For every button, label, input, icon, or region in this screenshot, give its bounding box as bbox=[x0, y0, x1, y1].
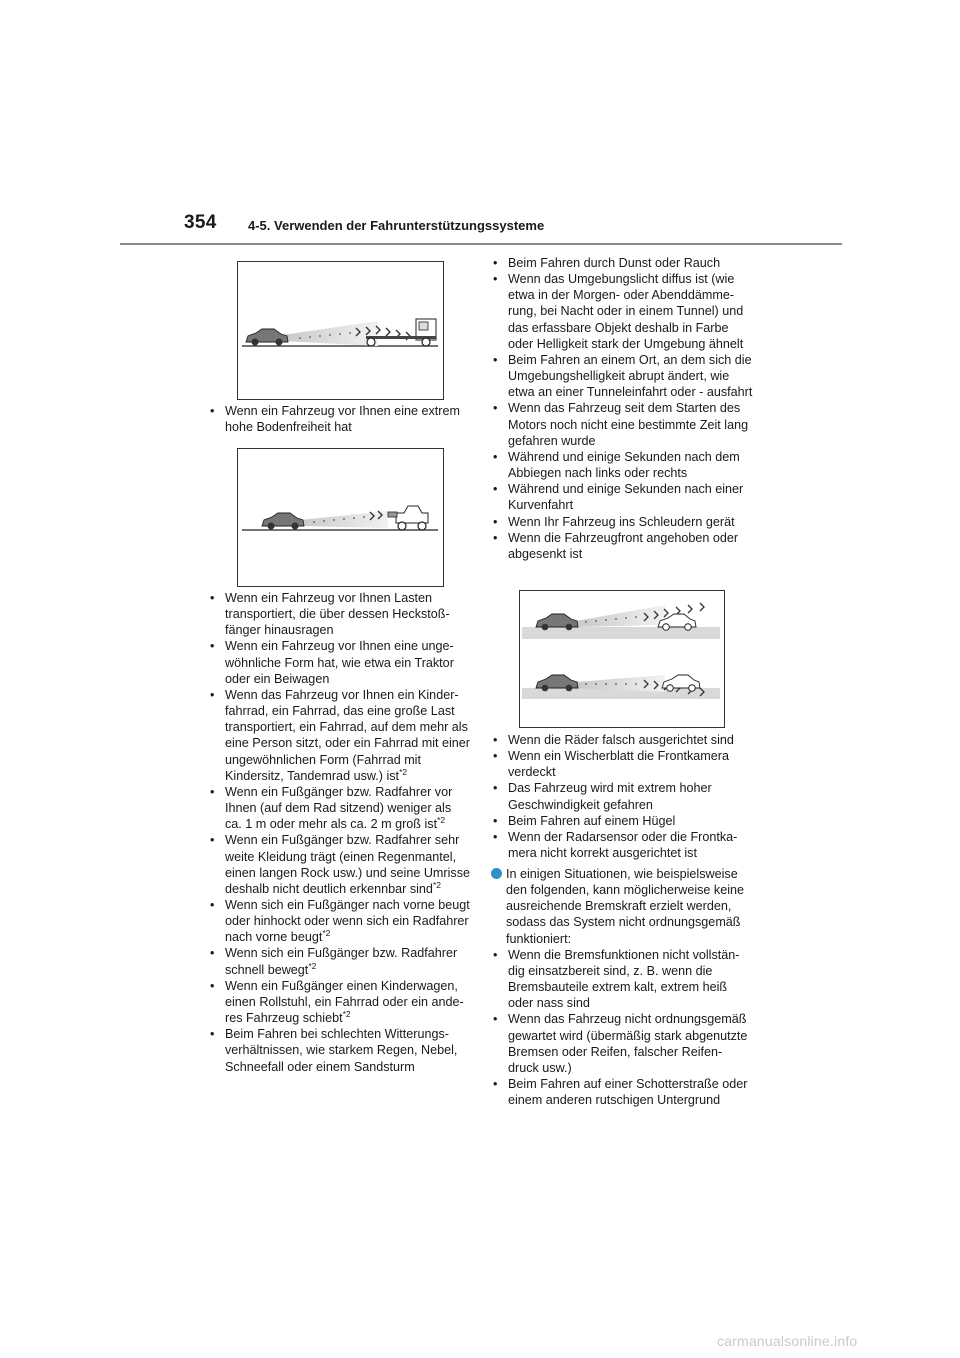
list-item: • Beim Fahren bei schlechten Witterungs- verhältnissen, wie starkem Regen, Nebel, Schneefall oder einem Sandsturm bbox=[208, 1026, 470, 1074]
list-item: • Wenn das Umgebungslicht diffus ist (wie etwa in der Morgen- oder Abenddämme- rung, bei Nacht oder in einem Tunnel) und das erfassbare Objekt deshalb in Farbe oder Helligkeit stark der Umgebung ähnelt bbox=[491, 271, 753, 352]
list-item: • Das Fahrzeug wird mit extrem hoher Geschwindigkeit gefahren bbox=[491, 780, 753, 812]
right-column bbox=[491, 255, 753, 562]
list-item: • Wenn Ihr Fahrzeug ins Schleudern gerät bbox=[491, 514, 753, 530]
list-item: • Wenn ein Fahrzeug vor Ihnen eine unge- wöhnliche Form hat, wie etwa ein Traktor oder ein Beiwagen bbox=[208, 638, 470, 686]
note-block bbox=[491, 866, 753, 1108]
figure-vehicle-in-curve bbox=[519, 590, 725, 728]
footnote-ref: *2 bbox=[322, 928, 331, 939]
list-item: • Wenn ein Fußgänger bzw. Radfahrer vor Ihnen (auf dem Rad sitzend) weniger als ca. 1 m oder mehr als ca. 2 m groß ist$^{*2}$ bbox=[208, 784, 470, 832]
right-column-lower bbox=[491, 732, 753, 861]
figure-overhanging-load bbox=[237, 448, 444, 587]
figure-truck-high-clearance bbox=[237, 261, 444, 400]
list-item: • Beim Fahren durch Dunst oder Rauch bbox=[491, 255, 753, 271]
footnote-ref: *2 bbox=[399, 766, 408, 777]
footnote-ref: *2 bbox=[432, 879, 441, 890]
list-item: • Wenn das Fahrzeug vor Ihnen ein Kinder- fahrrad, ein Fahrrad, das eine große Last transportiert, ein Fahrrad, auf dem mehr als eine Person sitzt, oder ein Fahrrad mit einer ungewöhnlichen Form (Fahrrad mit Kindersitz, Tandemrad usw.) ist$^{*2}$ bbox=[208, 687, 470, 784]
list-item: • Wenn das Fahrzeug nicht ordnungsgemäß gewartet wird (übermäßig stark abgenutzte Bremsen oder Reifen, falscher Reifen- druck usw.) bbox=[491, 1011, 753, 1076]
footnote-ref: *2 bbox=[437, 815, 446, 826]
header-divider bbox=[120, 243, 842, 245]
list-item: • Wenn ein Wischerblatt die Frontkamera verdeckt bbox=[491, 748, 753, 780]
footnote-ref: *2 bbox=[342, 1009, 351, 1020]
list-item: • Beim Fahren auf einem Hügel bbox=[491, 813, 753, 829]
chapter-title: 4-5. Verwenden der Fahrunterstützungssysteme bbox=[248, 218, 545, 233]
list-item: • Während und einige Sekunden nach einer Kurvenfahrt bbox=[491, 481, 753, 513]
left-column bbox=[208, 403, 470, 435]
page-number: 354 bbox=[184, 212, 217, 233]
list-item: • Wenn ein Fußgänger einen Kinderwagen, einen Rollstuhl, ein Fahrrad oder ein ande- res Fahrzeug schiebt$^{*2}$ bbox=[208, 978, 470, 1026]
watermark: carmanualsonline.info bbox=[717, 1333, 858, 1349]
left-column-lower bbox=[208, 590, 470, 1075]
list-item: • Beim Fahren an einem Ort, an dem sich die Umgebungshelligkeit abrupt ändert, wie etwa an einer Tunneleinfahrt oder - ausfahrt bbox=[491, 352, 753, 400]
list-item: • Während und einige Sekunden nach dem Abbiegen nach links oder rechts bbox=[491, 449, 753, 481]
list-item: • Beim Fahren auf einer Schotterstraße oder einem anderen rutschigen Untergrund bbox=[491, 1076, 753, 1108]
list-item: • Wenn sich ein Fußgänger bzw. Radfahrer schnell bewegt$^{*2}$ bbox=[208, 945, 470, 977]
list-item: • Wenn die Bremsfunktionen nicht vollstän- dig einsatzbereit sind, z. B. wenn die Bremsbauteile extrem kalt, extrem heiß oder nass sind bbox=[491, 947, 753, 1012]
footnote-ref: *2 bbox=[308, 960, 317, 971]
list-item: • Wenn das Fahrzeug seit dem Starten des Motors noch nicht eine bestimmte Zeit lang gefahren wurde bbox=[491, 400, 753, 448]
note-intro: In einigen Situationen, wie beispielsweise den folgenden, kann möglicherweise keine ausreichende Bremskraft erzielt werden, sodass das System nicht ordnungsgemäß funktioniert: bbox=[506, 867, 745, 946]
list-item: • Wenn ein Fußgänger bzw. Radfahrer sehr weite Kleidung trägt (einen Regenmantel, einen langen Rock usw.) und seine Umrisse deshalb nicht deutlich erkennbar sind$^{*2}$ bbox=[208, 832, 470, 897]
list-item: • Wenn sich ein Fußgänger nach vorne beugt oder hinhockt oder wenn sich ein Radfahrer nach vorne beugt$^{*2}$ bbox=[208, 897, 470, 945]
bullet-circle-icon bbox=[491, 868, 502, 879]
list-item: • Wenn die Fahrzeugfront angehoben oder abgesenkt ist bbox=[491, 530, 753, 562]
list-item: • Wenn ein Fahrzeug vor Ihnen Lasten transportiert, die über dessen Heckstoß- fänger hinausragen bbox=[208, 590, 470, 638]
list-item: • Wenn der Radarsensor oder die Frontka- mera nicht korrekt ausgerichtet ist bbox=[491, 829, 753, 861]
list-item: • Wenn ein Fahrzeug vor Ihnen eine extrem hohe Bodenfreiheit hat bbox=[208, 403, 470, 435]
list-item: • Wenn die Räder falsch ausgerichtet sind bbox=[491, 732, 753, 748]
